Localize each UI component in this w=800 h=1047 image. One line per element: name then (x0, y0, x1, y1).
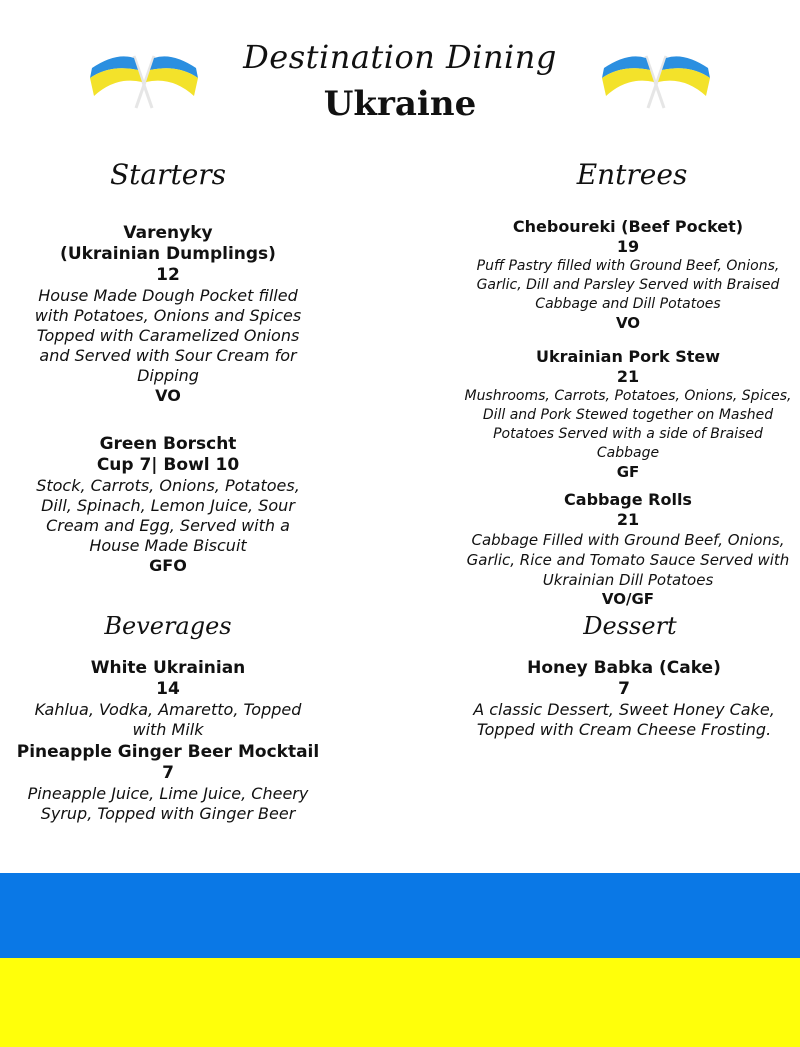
starters-heading: Starters (109, 158, 227, 191)
item-diet-tag: GF (616, 463, 640, 481)
item-price: Cup 7| Bowl 10 (96, 455, 240, 475)
menu-item (462, 217, 794, 333)
item-diet-tag: VO (155, 386, 181, 405)
beverages-list (10, 658, 326, 838)
item-name: Ukrainian Pork Stew (535, 347, 721, 366)
menu-item (10, 742, 326, 824)
item-diet-tag: VO (615, 314, 641, 332)
item-description: A classic Dessert, Sweet Honey Cake, Topped with Cream Cheese Frosting. (473, 700, 775, 739)
item-description: Cabbage Filled with Ground Beef, Onions, Garlic, Rice and Tomato Sauce Served with Ukrainian Dill Potatoes (466, 531, 790, 589)
item-price: 21 (616, 510, 640, 529)
page-subtitle: Ukraine (323, 84, 477, 124)
crossed-flags-icon (88, 52, 200, 112)
item-name-subtitle: (Ukrainian Dumplings) (60, 244, 276, 264)
item-name: Cheboureki (Beef Pocket) (512, 217, 744, 236)
flag-band-yellow (0, 958, 800, 1047)
entrees-list (462, 217, 794, 623)
dessert-list (466, 658, 782, 754)
menu-item (462, 490, 794, 609)
item-price: 14 (156, 679, 180, 699)
menu-item (20, 223, 316, 406)
item-name: Cabbage Rolls (564, 490, 692, 509)
item-description: Puff Pastry filled with Ground Beef, Onions, Garlic, Dill and Parsley Served with Braised Cabbage and Dill Potatoes (476, 258, 780, 312)
crossed-flags-icon (600, 52, 712, 112)
item-name: White Ukrainian (90, 658, 246, 678)
flag-band-blue (0, 873, 800, 958)
item-price: 19 (616, 237, 640, 256)
item-name: Green Borscht (99, 434, 237, 454)
item-description: Mushrooms, Carrots, Potatoes, Onions, Spices, Dill and Pork Stewed together on Mashed Potatoes Served with a side of Braised Cabbage (464, 388, 792, 461)
item-description: Kahlua, Vodka, Amaretto, Topped with Milk (34, 700, 302, 739)
entrees-heading: Entrees (576, 158, 688, 191)
menu-item (466, 658, 782, 740)
beverages-heading: Beverages (104, 612, 232, 640)
menu-item (462, 347, 794, 482)
item-name: Pineapple Ginger Beer Mocktail (16, 742, 320, 762)
item-diet-tag: VO/GF (601, 590, 655, 608)
item-diet-tag: GFO (149, 556, 187, 575)
menu-item (10, 658, 326, 740)
item-name: Honey Babka (Cake) (527, 658, 721, 678)
item-price: 21 (616, 367, 640, 386)
menu-item (20, 434, 316, 576)
item-price: 12 (156, 265, 180, 285)
item-price: 7 (162, 763, 174, 783)
page-title: Destination Dining (243, 38, 557, 76)
starters-list (20, 223, 316, 590)
item-description: House Made Dough Pocket filled with Potatoes, Onions and Spices Topped with Caramelized Onions and Served with Sour Cream for Dipping (34, 286, 302, 385)
item-name: Varenyky (123, 223, 213, 243)
item-description: Stock, Carrots, Onions, Potatoes, Dill, Spinach, Lemon Juice, Sour Cream and Egg, Served with a House Made Biscuit (36, 476, 300, 555)
item-price: 7 (618, 679, 630, 699)
item-description: Pineapple Juice, Lime Juice, Cheery Syrup, Topped with Ginger Beer (27, 784, 309, 823)
dessert-heading: Dessert (583, 612, 677, 640)
